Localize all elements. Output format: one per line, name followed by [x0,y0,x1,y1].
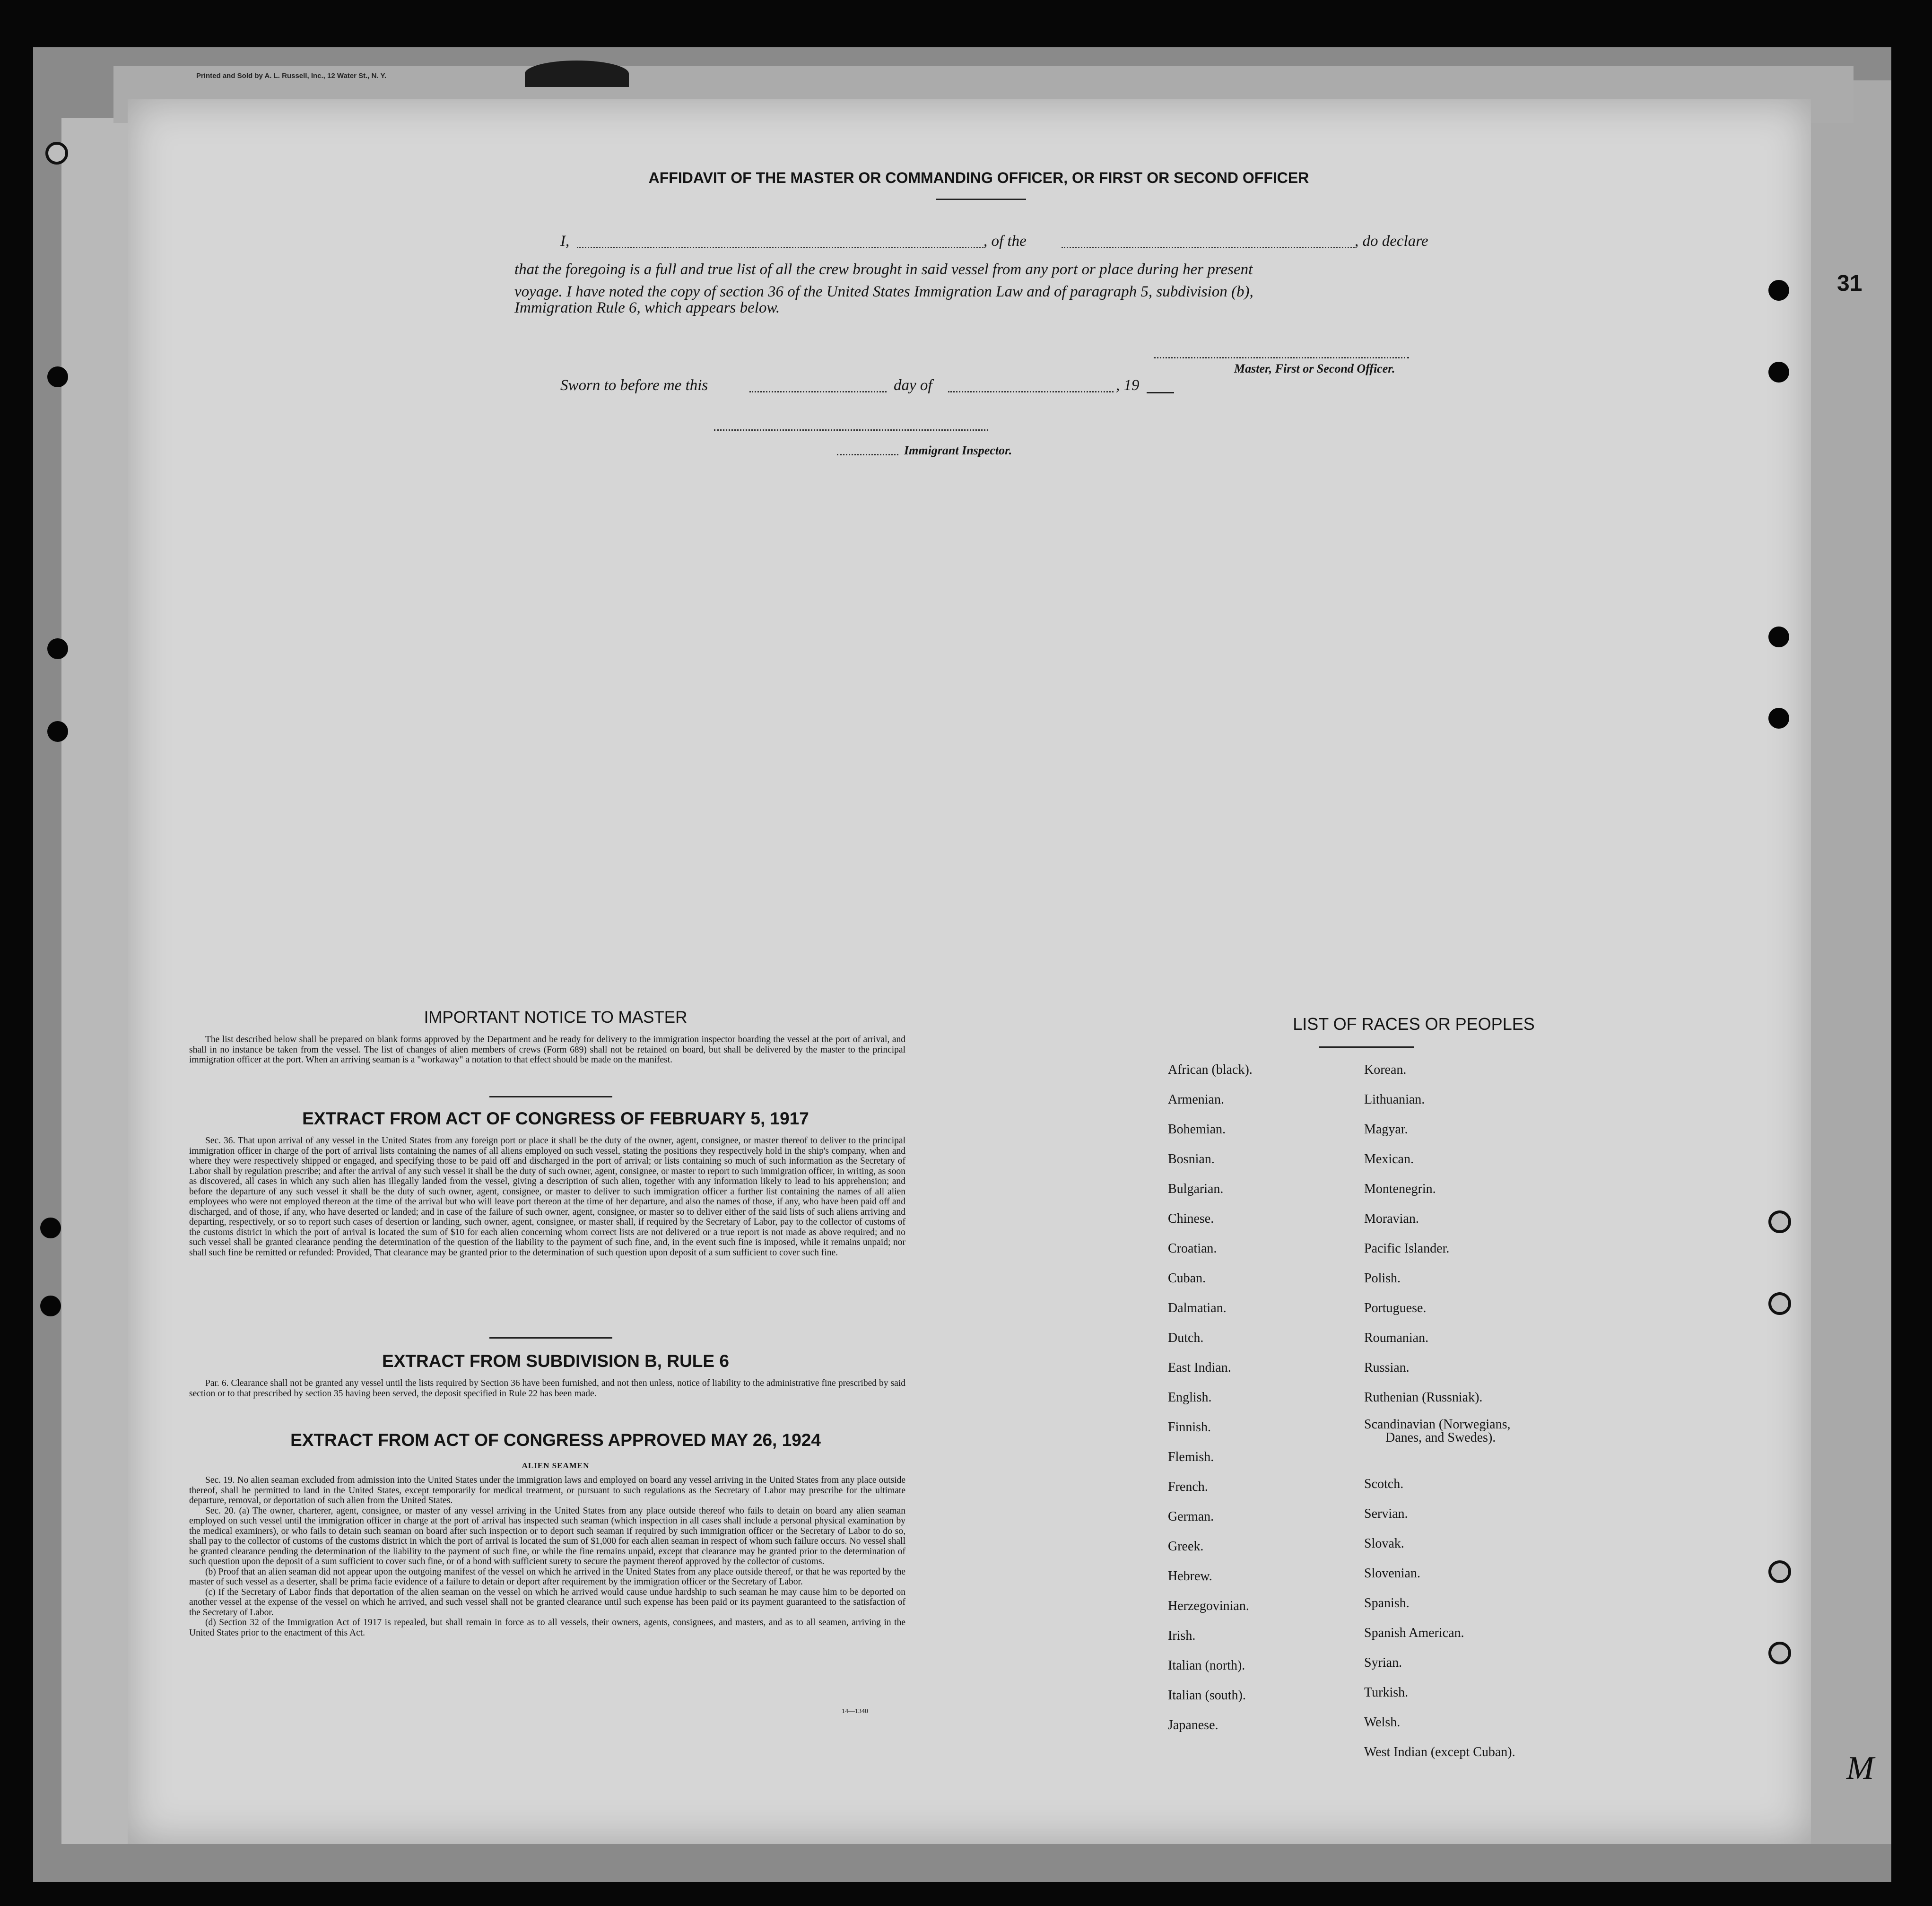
extract-rule6-title: EXTRACT FROM SUBDIVISION B, RULE 6 [382,1351,729,1371]
race-item: French. [1168,1480,1208,1494]
signature-blank [1154,357,1409,358]
race-item: Herzegovinian. [1168,1599,1249,1613]
race-item: Italian (north). [1168,1658,1245,1673]
race-item: Bosnian. [1168,1152,1215,1166]
sec-20b-paragraph: (b) Proof that an alien seaman did not appear upon the outgoing manifest of the vessel on which he arrived in the United States from any place outside thereof, or that he was reported by the master of such vessel as a deserter, shall be prima facie evidence of a failure to detain or deport after requirement by the immigration officer or the Secretary of Labor. [189,1567,905,1587]
race-item: Magyar. [1364,1122,1408,1137]
race-item: Italian (south). [1168,1688,1246,1703]
race-item: Bulgarian. [1168,1182,1224,1196]
race-item: Lithuanian. [1364,1092,1425,1107]
affidavit-of-the: , of the [983,233,1027,250]
punch-hole [40,1296,61,1316]
rule6-paragraph: Par. 6. Clearance shall not be granted any vessel until the lists required by Section 36 have been furnished, and not then unless, notice of liability to the administrative fine prescribed by said section or to that prescribed by section 35 having been served, the deposit specified in Rule 22 has been made. [189,1378,905,1399]
inspector-signature-blank [714,429,988,431]
punch-hole [1768,1642,1791,1664]
punch-hole [47,366,68,387]
race-item: Ruthenian (Russniak). [1364,1390,1483,1405]
race-item: West Indian (except Cuban). [1364,1745,1515,1759]
race-item: English. [1168,1390,1212,1405]
punch-hole [47,638,68,659]
race-item: Chinese. [1168,1211,1214,1226]
affidavit-line-4: Immigration Rule 6, which appears below. [514,299,780,316]
race-item: Portuguese. [1364,1301,1427,1315]
punch-hole [47,721,68,742]
extract-1917-text [189,1136,905,1258]
signature-label: Master, First or Second Officer. [1234,362,1395,375]
sworn-prefix: Sworn to before me this [560,377,708,394]
extract-1924-title: EXTRACT FROM ACT OF CONGRESS APPROVED MAY 26, 1924 [290,1430,821,1450]
section-rule [489,1096,612,1097]
notice-text [189,1035,905,1065]
handwritten-mark: M [1846,1750,1874,1786]
races-title: LIST OF RACES OR PEOPLES [1293,1014,1535,1034]
section-rule [489,1337,612,1339]
sec-20a-paragraph: Sec. 20. (a) The owner, charterer, agent, consignee, or master of any vessel arriving in the United States from any place outside thereof who fails to detain on board any alien seaman employed on such vessel until the immigration officer in charge at the port of arrival has inspected such seaman (which inspection in all cases shall include a personal physical examination by the medical examiners), or who fails to detain such seaman on board after such inspection or to deport such seaman if required by such immigration officer or the Secretary of Labor to do so, shall pay to the collector of customs of the customs district in which the port of arrival is located the sum of $1,000 for each alien seaman in respect of whom such failure occurs. No vessel shall be granted clearance pending the determination of the liability to the payment of such fine, or while the fine remains unpaid, except that clearance may be granted prior to the determination of such question upon the deposit of a sum sufficient to cover such fine, or of a bond with sufficient surety to secure the payment thereof approved by the collector of customs. [189,1506,905,1567]
punch-hole [1768,1560,1791,1583]
extract-1924-text [189,1475,905,1638]
race-item: Slovak. [1364,1536,1404,1551]
punch-hole [40,1218,61,1238]
punch-hole [1768,280,1789,301]
race-item: Bohemian. [1168,1122,1226,1137]
vessel-blank [1062,247,1355,248]
notice-title: IMPORTANT NOTICE TO MASTER [424,1008,688,1027]
punch-hole [45,142,68,165]
punch-hole [1768,1292,1791,1315]
left-binding-strip [61,118,137,1844]
race-item: Dutch. [1168,1331,1204,1345]
title-rule [936,199,1026,200]
race-item: Cuban. [1168,1271,1206,1286]
extract-1917-title: EXTRACT FROM ACT OF CONGRESS OF FEBRUARY 5, 1917 [302,1109,809,1128]
race-item: Armenian. [1168,1092,1224,1107]
inspector-leader [837,454,898,455]
race-item: Moravian. [1364,1211,1419,1226]
form-number: 14—1340 [842,1708,868,1715]
affidavit-declare: , do declare [1355,233,1428,250]
alien-seamen-subtitle: ALIEN SEAMEN [522,1461,590,1470]
race-item: Servian. [1364,1506,1408,1521]
race-item: Syrian. [1364,1655,1402,1670]
race-item: Roumanian. [1364,1331,1429,1345]
race-item: African (black). [1168,1062,1253,1077]
race-item: Scotch. [1364,1477,1404,1491]
races-rule [1319,1046,1414,1048]
seal-stamp [525,61,629,87]
race-item: Mexican. [1364,1152,1414,1166]
race-item: Greek. [1168,1539,1204,1554]
page-number: 31 [1837,271,1862,296]
race-item: German. [1168,1509,1214,1524]
race-item: Turkish. [1364,1685,1409,1700]
affidavit-line-3: voyage. I have noted the copy of section 36 of the United States Immigration Law and of paragraph 5, subdivision (b), [514,283,1253,300]
race-item: Spanish American. [1364,1626,1464,1640]
race-item: Slovenian. [1364,1566,1420,1581]
section-36-paragraph: Sec. 36. That upon arrival of any vessel in the United States from any foreign port or place it shall be the duty of the owner, agent, consignee, or master thereof to deliver to the principal immigration officer in charge of the port of arrival lists containing the names of all aliens employed on such vessel, stating the positions they respectively hold in the ship's company, when and where they were respectively shipped or engaged, and specifying those to be paid off and discharged in the port of arrival; or lists containing so much of such information as the Secretary of Labor shall by regulation prescribe; and after the arrival of any such vessel it shall be the duty of such owner, agent, consignee, or master to report to such immigration officer, in writing, as soon as discovered, all cases in which any such alien has illegally landed from the vessel, giving a description of such alien, together with any information likely to lead to his apprehension; and before the departure of any such vessel it shall be the duty of such owner, agent, consignee, or master to deliver to such immigration officer a further list containing the names of all alien employees who were not employed thereon at the time of the arrival but who will leave port thereon at the time of her departure, and also the names of those, if any, who have been paid off and discharged, and of those, if any, who have deserted or landed; and in case of the failure of such owner, agent, consignee, or master so to deliver either of the said lists of such aliens arriving and departing, respectively, or so to report such cases of desertion or landing, such owner, agent, consignee, or master shall, if required by the Secretary of Labor, pay to the collector of customs of the customs district in which the port of arrival is located the sum of $10 for each alien concerning whom correct lists are not delivered or a true report is not made as above required; and no such vessel shall be granted clearance pending the determination of the question of the liability to the payment of such fine, and, in the event such fine is imposed, while it remains unpaid; nor shall such fine be remitted or refunded: Provided, That clearance may be granted prior to the determination of such question upon deposit of a sum sufficient to cover such fine. [189,1136,905,1258]
sec-20c-paragraph: (c) If the Secretary of Labor finds that deportation of the alien seaman on the vessel on which he arrived would cause undue hardship to such seaman he may cause him to be deported on another vessel at the expense of the vessel on which he arrived, and such vessel shall not be granted clearance until such expense has been paid or its payment guaranteed to the satisfaction of the Secretary of Labor. [189,1587,905,1618]
punch-hole [1768,362,1789,383]
race-item: Hebrew. [1168,1569,1212,1584]
race-item: Danes, and Swedes). [1385,1430,1496,1445]
sworn-year: , 19 [1116,377,1140,394]
race-item: Japanese. [1168,1718,1218,1732]
race-item: Scandinavian (Norwegians, [1364,1417,1511,1432]
race-item: Finnish. [1168,1420,1211,1435]
race-item: Spanish. [1364,1596,1410,1610]
notice-paragraph: The list described below shall be prepared on blank forms approved by the Department and be ready for delivery to the immigration inspector boarding the vessel at the port of arrival, and shall in no instance be taken from the vessel. The list of changes of alien members of crews (Form 689) shall not be retained on board, but shall be delivered by the master to the principal immigration officer at the port. When an arriving seaman is a "workaway" a notation to that effect should be made on the manifest. [189,1035,905,1065]
name-blank [577,247,983,248]
printer-line: Printed and Sold by A. L. Russell, Inc., 12 Water St., N. Y. [196,72,387,80]
affidavit-line-2: that the foregoing is a full and true list of all the crew brought in said vessel from any port or place during her present [514,261,1253,278]
inspector-label: Immigrant Inspector. [904,444,1012,457]
race-item: Pacific Islander. [1364,1241,1450,1256]
race-item: Croatian. [1168,1241,1217,1256]
race-item: Korean. [1364,1062,1407,1077]
sworn-day-of: day of [894,377,932,394]
sec-19-paragraph: Sec. 19. No alien seaman excluded from admission into the United States under the immigration laws and employed on board any vessel arriving in the United States from any place outside thereof, shall be permitted to land in the United States, except temporarily for medical treatment, or pursuant to such regulations as the Secretary of Labor may prescribe for the ultimate departure, removal, or deportation of such alien from the United States. [189,1475,905,1506]
race-item: Dalmatian. [1168,1301,1227,1315]
sec-20d-paragraph: (d) Section 32 of the Immigration Act of 1917 is repealed, but shall remain in force as to all vessels, their owners, agents, consignees, and masters, and as to all seamen, arriving in the United States prior to the enactment of this Act. [189,1618,905,1638]
race-item: Montenegrin. [1364,1182,1436,1196]
affidavit-title: AFFIDAVIT OF THE MASTER OR COMMANDING OFFICER, OR FIRST OR SECOND OFFICER [648,169,1309,186]
race-item: East Indian. [1168,1360,1231,1375]
sworn-month-blank [948,391,1114,392]
right-binding-strip [1811,80,1891,1844]
race-item: Russian. [1364,1360,1410,1375]
race-item: Flemish. [1168,1450,1214,1464]
punch-hole [1768,708,1789,729]
race-item: Irish. [1168,1628,1196,1643]
sworn-day-blank [749,391,887,392]
race-item: Polish. [1364,1271,1401,1286]
punch-hole [1768,1210,1791,1233]
extract-rule6-text [189,1378,905,1399]
punch-hole [1768,627,1789,647]
sworn-year-blank [1147,392,1174,393]
affidavit-i: I, [560,233,570,250]
race-item: Welsh. [1364,1715,1401,1730]
